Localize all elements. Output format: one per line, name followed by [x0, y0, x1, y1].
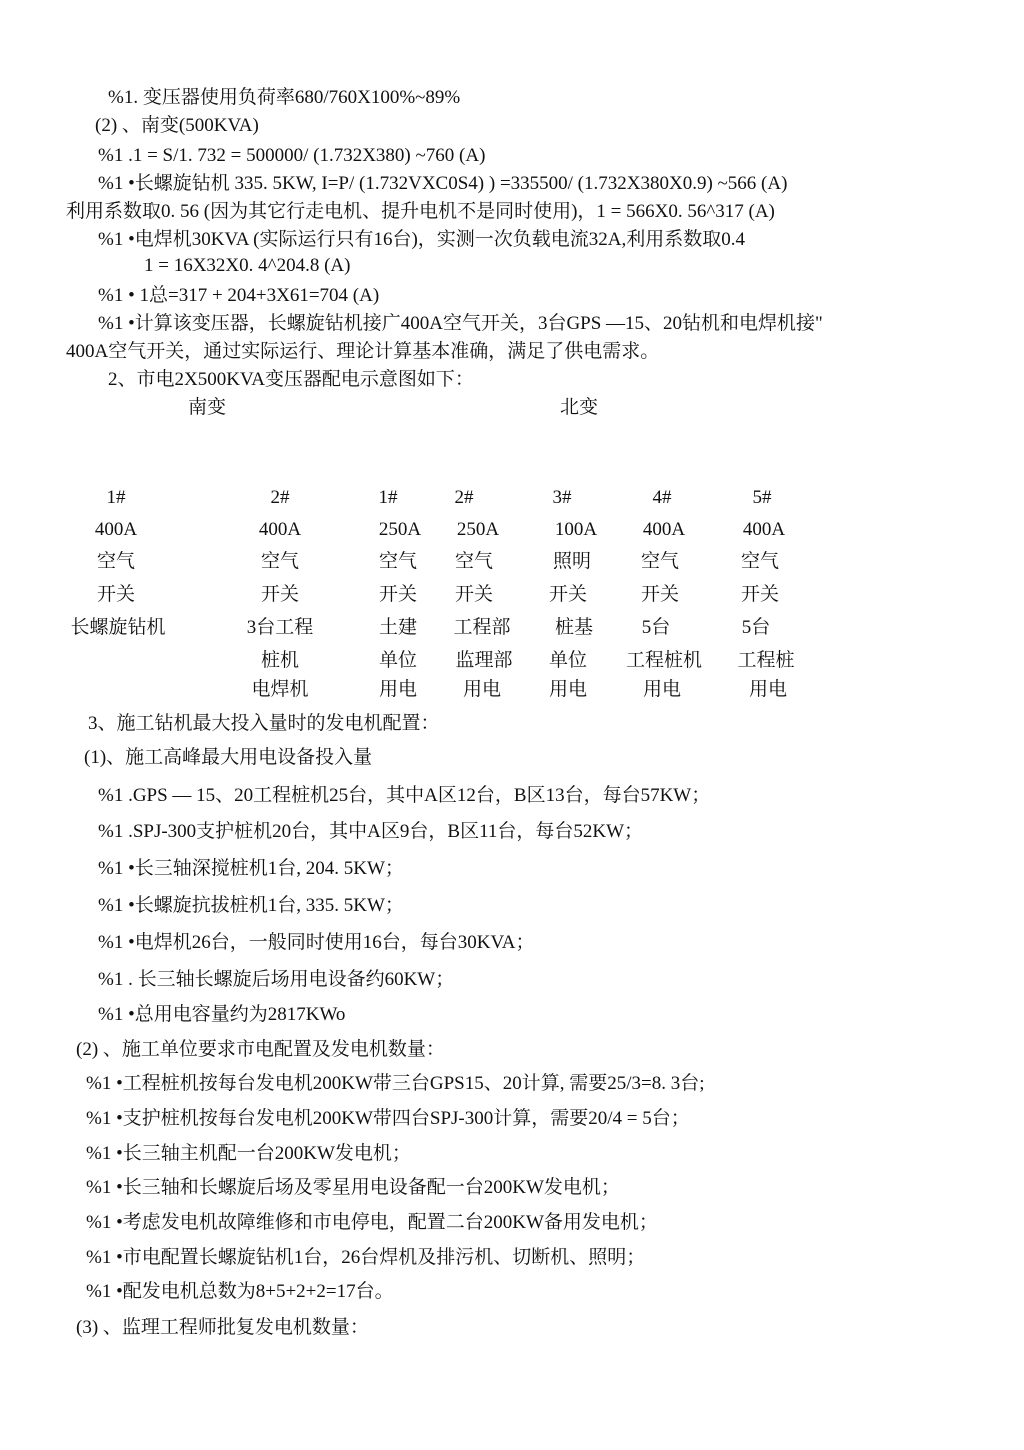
list-item-welders: %1 •电焊机26台，一般同时使用16台，每台30KVA； — [98, 932, 535, 953]
switch-1-number: 1# — [106, 487, 126, 508]
list-item-grid-config: %1 •市电配置长螺旋钻机1台，26台焊机及排污机、切断机、照明； — [86, 1247, 646, 1268]
switch-n2-load3: 用电 — [462, 679, 502, 700]
heading-peak-equipment: (1)、施工高峰最大用电设备投入量 — [84, 747, 373, 768]
list-item-gen-rear: %1 •长三轴和长螺旋后场及零星用电设备配一台200KW发电机； — [86, 1177, 620, 1198]
diagram-label-north: 北变 — [560, 397, 599, 418]
switch-n5-rating: 400A — [742, 519, 786, 540]
switch-1-load: 长螺旋钻机 — [70, 617, 166, 638]
switch-n4-load: 5台 — [641, 617, 671, 638]
switch-2-type: 空气 — [260, 551, 300, 572]
text-line-calc-switch: %1 •计算该变压器，长螺旋钻机接广400A空气开关，3台GPS —15、20钻机和电焊机接" — [98, 313, 823, 334]
switch-2-load3: 电焊机 — [251, 679, 309, 700]
heading-distribution-diagram: 2、市电2X500KVA变压器配电示意图如下： — [108, 369, 474, 390]
switch-n5-type: 空气 — [740, 551, 780, 572]
switch-1-type2: 开关 — [96, 584, 136, 605]
switch-n1-type2: 开关 — [378, 584, 418, 605]
switch-2-load: 3台工程 — [246, 617, 314, 638]
switch-n3-rating: 100A — [554, 519, 598, 540]
list-item-gen-backup: %1 •考虑发电机故障维修和市电停电，配置二台200KW备用发电机； — [86, 1212, 658, 1233]
list-item-anti-uplift: %1 •长螺旋抗拔桩机1台, 335. 5KW； — [98, 895, 404, 916]
switch-2-rating: 400A — [258, 519, 302, 540]
switch-2-load2: 桩机 — [260, 650, 300, 671]
switch-1-type: 空气 — [96, 551, 136, 572]
switch-n3-type2: 开关 — [548, 584, 588, 605]
heading-supervisor-approval: (3) 、监理工程师批复发电机数量： — [76, 1317, 369, 1338]
switch-n1-load3: 用电 — [378, 679, 418, 700]
text-line-total-current: %1 • 1总=317 + 204+3X61=704 (A) — [98, 285, 380, 306]
text-line-welder: %1 •电焊机30KVA (实际运行只有16台)，实测一次负载电流32A,利用系数取0.4 — [98, 229, 746, 250]
heading-south-transformer: (2) 、南变(500KVA) — [95, 115, 259, 136]
switch-n1-type: 空气 — [378, 551, 418, 572]
switch-n4-type: 空气 — [640, 551, 680, 572]
text-line-utilization: 利用系数取0. 56 (因为其它行走电机、提升电机不是同时使用)，1 = 566X0. 56^317 (A) — [66, 201, 775, 222]
list-item-spj-piles: %1 .SPJ-300支护桩机20台，其中A区9台，B区11台，每台52KW； — [98, 821, 644, 842]
switch-n4-number: 4# — [652, 487, 672, 508]
switch-n3-type: 照明 — [552, 551, 592, 572]
heading-contractor-request: (2) 、施工单位要求市电配置及发电机数量： — [76, 1039, 445, 1060]
list-item-gps-piles: %1 .GPS — 15、20工程桩机25台，其中A区12台，B区13台，每台57KW； — [98, 785, 711, 806]
switch-n3-load: 桩基 — [554, 617, 594, 638]
list-item-total-capacity: %1 •总用电容量约为2817KWo — [98, 1004, 346, 1025]
text-line-long-spiral-drill: %1 •长螺旋钻机 335. 5KW, I=P/ (1.732VXC0S4) ) =335500/ (1.732X380X0.9) ~566 (A) — [98, 173, 788, 194]
switch-n5-type2: 开关 — [740, 584, 780, 605]
switch-n5-load: 5台 — [741, 617, 771, 638]
list-item-gen-triaxial: %1 •长三轴主机配一台200KW发电机； — [86, 1143, 411, 1164]
switch-n1-number: 1# — [378, 487, 398, 508]
switch-n1-load: 土建 — [378, 617, 418, 638]
switch-2-type2: 开关 — [260, 584, 300, 605]
text-line-current-formula: %1 .1 = S/1. 732 = 500000/ (1.732X380) ~760 (A) — [98, 145, 486, 166]
switch-n4-load2: 工程桩机 — [625, 650, 703, 671]
switch-n1-rating: 250A — [378, 519, 422, 540]
switch-n4-type2: 开关 — [640, 584, 680, 605]
list-item-gen-total: %1 •配发电机总数为8+5+2+2=17台。 — [86, 1281, 394, 1302]
switch-n2-rating: 250A — [456, 519, 500, 540]
text-line-load-rate: %1. 变压器使用负荷率680/760X100%~89% — [108, 87, 461, 108]
switch-n5-number: 5# — [752, 487, 772, 508]
list-item-rear-equipment: %1 . 长三轴长螺旋后场用电设备约60KW； — [98, 969, 455, 990]
switch-n2-type: 空气 — [454, 551, 494, 572]
switch-n2-type2: 开关 — [454, 584, 494, 605]
switch-2-number: 2# — [270, 487, 290, 508]
switch-n5-load2: 工程桩 — [737, 650, 795, 671]
switch-n2-load2: 监理部 — [455, 650, 513, 671]
switch-n1-load2: 单位 — [378, 650, 418, 671]
list-item-triaxial-mixer: %1 •长三轴深搅桩机1台, 204. 5KW； — [98, 858, 404, 879]
list-item-gen-support-piles: %1 •支护桩机按每台发电机200KW带四台SPJ-300计算，需要20/4 = 5台； — [86, 1108, 690, 1129]
switch-n4-rating: 400A — [642, 519, 686, 540]
switch-n4-load3: 用电 — [642, 679, 682, 700]
switch-n2-load: 工程部 — [453, 617, 511, 638]
switch-n3-load2: 单位 — [548, 650, 588, 671]
diagram-label-south: 南变 — [188, 397, 227, 418]
switch-n5-load3: 用电 — [748, 679, 788, 700]
text-line-calc-conclusion: 400A空气开关，通过实际运行、理论计算基本准确，满足了供电需求。 — [66, 341, 660, 362]
list-item-gen-engineering-piles: %1 •工程桩机按每台发电机200KW带三台GPS15、20计算, 需要25/3=8. 3台; — [86, 1073, 705, 1094]
switch-n3-number: 3# — [552, 487, 572, 508]
heading-generator-config: 3、施工钻机最大投入量时的发电机配置： — [88, 713, 440, 734]
switch-1-rating: 400A — [94, 519, 138, 540]
switch-n3-load3: 用电 — [548, 679, 588, 700]
switch-n2-number: 2# — [454, 487, 474, 508]
text-line-welder-current: 1 = 16X32X0. 4^204.8 (A) — [144, 255, 351, 276]
